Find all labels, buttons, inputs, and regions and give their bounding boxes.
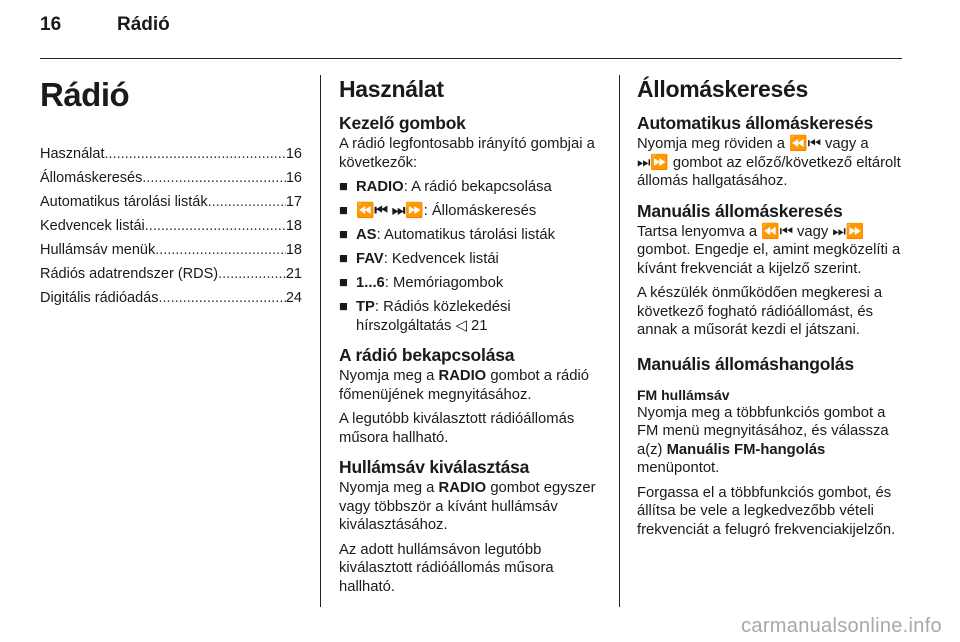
- paragraph: Az adott hullámsávon legutóbb kiválasztott rádióállomás műsora hallható.: [339, 541, 554, 595]
- paragraph: A készülék önműködően megkeresi a következő fogható rádióállomást, és annak a műsorát kezdi el játszani.: [637, 285, 883, 338]
- bullet-icon: ■: [339, 299, 348, 315]
- toc-label: Hullámsáv menük: [40, 242, 156, 258]
- toc-page: 16: [285, 170, 302, 186]
- control-key: TP: [356, 299, 375, 315]
- watermark: carmanualsonline.info: [741, 615, 942, 637]
- control-desc: : Állomáskeresés: [423, 203, 537, 219]
- control-key: FAV: [356, 251, 384, 267]
- controls-list: [339, 178, 604, 335]
- control-desc: : Automatikus tárolási listák: [376, 227, 556, 243]
- text: Nyomja meg a többfunkciós gombot a FM menü megnyitásához, és válassza a(z): [637, 404, 889, 458]
- seek-buttons-icon: ⏪⏮ ⏭⏩: [356, 203, 424, 219]
- control-key: AS: [356, 227, 377, 243]
- paragraph: Nyomja meg röviden a ⏪⏮ vagy a ⏭⏩ gombot az előző/következő eltárolt állomás hallgatásához.: [637, 136, 901, 189]
- running-title: Rádió: [117, 14, 170, 35]
- paragraph: A legutóbb kiválasztott rádióállomás műsora hallható.: [339, 411, 575, 446]
- bullet-icon: ■: [339, 203, 348, 219]
- bullet-icon: ■: [339, 227, 348, 243]
- toc-dots: [145, 214, 286, 238]
- bullet-icon: ■: [339, 179, 348, 195]
- toc-dots: [158, 286, 285, 310]
- section-title-usage: Használat: [339, 76, 444, 102]
- section-title-search: Állomáskeresés: [637, 76, 808, 102]
- column-divider: [619, 75, 620, 607]
- chapter-title: Rádió: [40, 76, 130, 113]
- subsection-title-manual: Manuális állomáskeresés: [637, 200, 843, 221]
- subsection-title-controls: Kezelő gombok: [339, 113, 466, 133]
- search-column: [637, 72, 903, 545]
- column-divider: [320, 75, 321, 607]
- control-key: 1...6: [356, 275, 385, 291]
- toc-entry[interactable]: [40, 262, 302, 286]
- toc-entry[interactable]: [40, 166, 302, 190]
- toc-dots: [218, 262, 286, 286]
- subsection-title-auto: Automatikus állomáskeresés: [637, 113, 874, 133]
- subsection-title-tuning: Manuális állomáshangolás: [637, 353, 854, 374]
- fm-band-title: FM hullámsáv: [637, 386, 730, 403]
- toc-page: 17: [285, 194, 302, 210]
- toc-label: Állomáskeresés: [40, 170, 143, 186]
- paragraph: [339, 367, 604, 404]
- control-desc: : A rádió bekapcsolása: [403, 179, 552, 195]
- list-item: [339, 178, 604, 197]
- text: gombot a rádió főmenüjének megnyitásához.: [339, 368, 590, 403]
- key-name: RADIO: [438, 480, 487, 496]
- list-item: [339, 298, 604, 335]
- text: Nyomja meg a: [339, 368, 439, 384]
- header-rule: [40, 58, 902, 59]
- subsection-title-power: A rádió bekapcsolása: [339, 345, 515, 365]
- toc-dots: [155, 238, 286, 262]
- toc-page: 21: [285, 266, 302, 282]
- toc-entry[interactable]: [40, 286, 302, 310]
- toc-page: 18: [285, 218, 302, 234]
- toc-dots: [104, 142, 285, 166]
- toc-label: Kedvencek listái: [40, 218, 145, 234]
- toc-entry[interactable]: [40, 238, 302, 262]
- control-key: RADIO: [356, 179, 404, 195]
- control-desc: : Memóriagombok: [384, 275, 504, 291]
- toc-dots: [142, 166, 286, 190]
- toc-entry[interactable]: [40, 190, 302, 214]
- toc-label: Automatikus tárolási listák: [40, 194, 208, 210]
- page-number: 16: [40, 14, 62, 35]
- paragraph: [339, 479, 604, 535]
- paragraph: Forgassa el a többfunkciós gombot, és állítsa be vele a legkedvezőbb vételi frekvenciát a felugró frekvenciakijelzőn.: [637, 484, 896, 538]
- toc-page: 16: [285, 146, 302, 162]
- toc-dots: [208, 190, 286, 214]
- subsection-title-band: Hullámsáv kiválasztása: [339, 457, 530, 477]
- bullet-icon: ■: [339, 251, 348, 267]
- control-desc: : Kedvencek listái: [383, 251, 499, 267]
- toc-label: Digitális rádióadás: [40, 290, 159, 306]
- toc-entry[interactable]: [40, 214, 302, 238]
- usage-column: [339, 72, 604, 602]
- controls-intro: A rádió legfontosabb irányító gombjai a következők:: [339, 136, 595, 171]
- text: menüpontot.: [637, 460, 720, 476]
- toc-label: Használat: [40, 146, 105, 162]
- table-of-contents: [40, 142, 302, 310]
- list-item: [339, 202, 604, 221]
- list-item: [339, 274, 604, 293]
- toc-entry[interactable]: [40, 142, 302, 166]
- toc-column: [40, 72, 302, 310]
- menu-item-name: Manuális FM-hangolás: [666, 441, 826, 458]
- control-desc: : Rádiós közlekedési hírszolgáltatás ◁ 21: [356, 299, 511, 334]
- list-item: [339, 226, 604, 245]
- toc-page: 18: [285, 242, 302, 258]
- paragraph: [637, 404, 903, 478]
- text: Nyomja meg a: [339, 480, 439, 496]
- list-item: [339, 250, 604, 269]
- text: gombot egyszer vagy többször a kívánt hullámsáv kiválasztásához.: [339, 480, 596, 533]
- toc-label: Rádiós adatrendszer (RDS): [40, 266, 219, 282]
- key-name: RADIO: [438, 368, 487, 384]
- paragraph: Tartsa lenyomva a ⏪⏮ vagy ⏭⏩ gombot. Engedje el, amint megközelíti a kívánt frekvenciát a kijelző szerint.: [637, 223, 901, 277]
- toc-page: 24: [285, 290, 302, 306]
- bullet-icon: ■: [339, 275, 348, 291]
